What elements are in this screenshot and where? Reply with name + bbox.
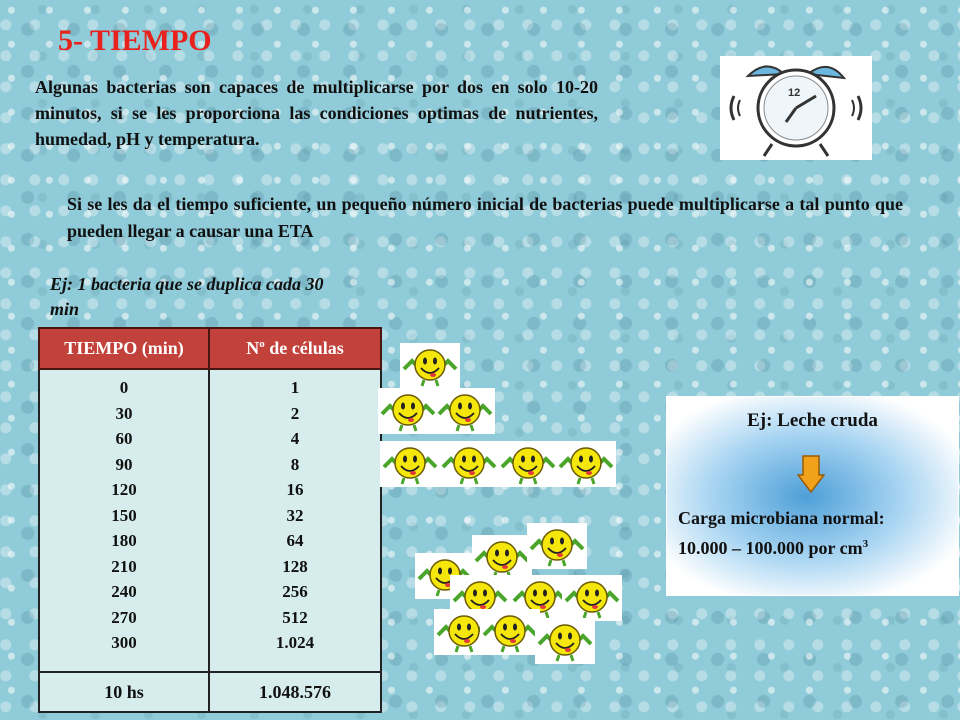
- leche-title: Ej: Leche cruda: [747, 410, 878, 431]
- slide-title: 5- TIEMPO: [58, 24, 212, 57]
- leche-line1: Carga microbiana normal:: [678, 508, 885, 528]
- cell-count: 16: [286, 480, 304, 499]
- cell-count: 64: [286, 531, 304, 550]
- time-value: 30: [115, 403, 133, 423]
- time-value: 270: [111, 607, 137, 627]
- intro-paragraph: Algunas bacterias son capaces de multiplicarse por dos en solo 10-20 minutos, si se les proporciona las condiciones optimas de nutrientes, humedad, pH y temperatura.: [35, 77, 598, 149]
- time-value: 120: [111, 480, 137, 499]
- leche-description: [678, 505, 885, 561]
- header-time: TIEMPO (min): [39, 328, 209, 369]
- time-value: 90: [115, 454, 133, 474]
- time-value: 210: [111, 556, 137, 576]
- footer-time: 10 hs: [39, 672, 209, 712]
- cell-count: 128: [282, 556, 308, 576]
- footer-cells: 1.048.576: [209, 672, 381, 712]
- leche-box: [666, 396, 959, 596]
- time-value: 0: [119, 378, 129, 397]
- time-value: 180: [111, 531, 137, 550]
- time-value: 60: [115, 429, 133, 448]
- time-value: 300: [111, 633, 137, 652]
- cell-count: 256: [282, 582, 308, 601]
- time-value: 240: [111, 582, 137, 601]
- down-arrow-icon: [797, 455, 825, 493]
- cell-count: 2: [290, 403, 300, 423]
- time-value: 150: [111, 505, 137, 525]
- cells-column: [209, 369, 381, 672]
- cell-count: 1.024: [275, 633, 315, 652]
- clock-numeral: 12: [788, 87, 801, 99]
- alarm-clock-icon: [720, 56, 872, 160]
- growth-table: [38, 327, 382, 713]
- leche-line2: 10.000 – 100.000 por $cm^3$: [678, 538, 869, 558]
- header-cells: $N^o$ de células: [209, 328, 381, 369]
- cell-count: 512: [282, 607, 308, 627]
- cell-count: 1: [290, 378, 300, 397]
- example-label: Ej: 1 bacteria que se duplica cada 30 min: [50, 274, 324, 319]
- cell-count: 8: [290, 454, 300, 474]
- bacteria-illustration: [370, 335, 640, 675]
- time-column: [39, 369, 209, 672]
- cell-count: 32: [286, 505, 304, 525]
- cell-count: 4: [290, 429, 300, 448]
- eta-paragraph: Si se les da el tiempo suficiente, un pequeño número inicial de bacterias puede multiplicarse a tal punto que pueden llegar a causar una ETA: [67, 194, 903, 241]
